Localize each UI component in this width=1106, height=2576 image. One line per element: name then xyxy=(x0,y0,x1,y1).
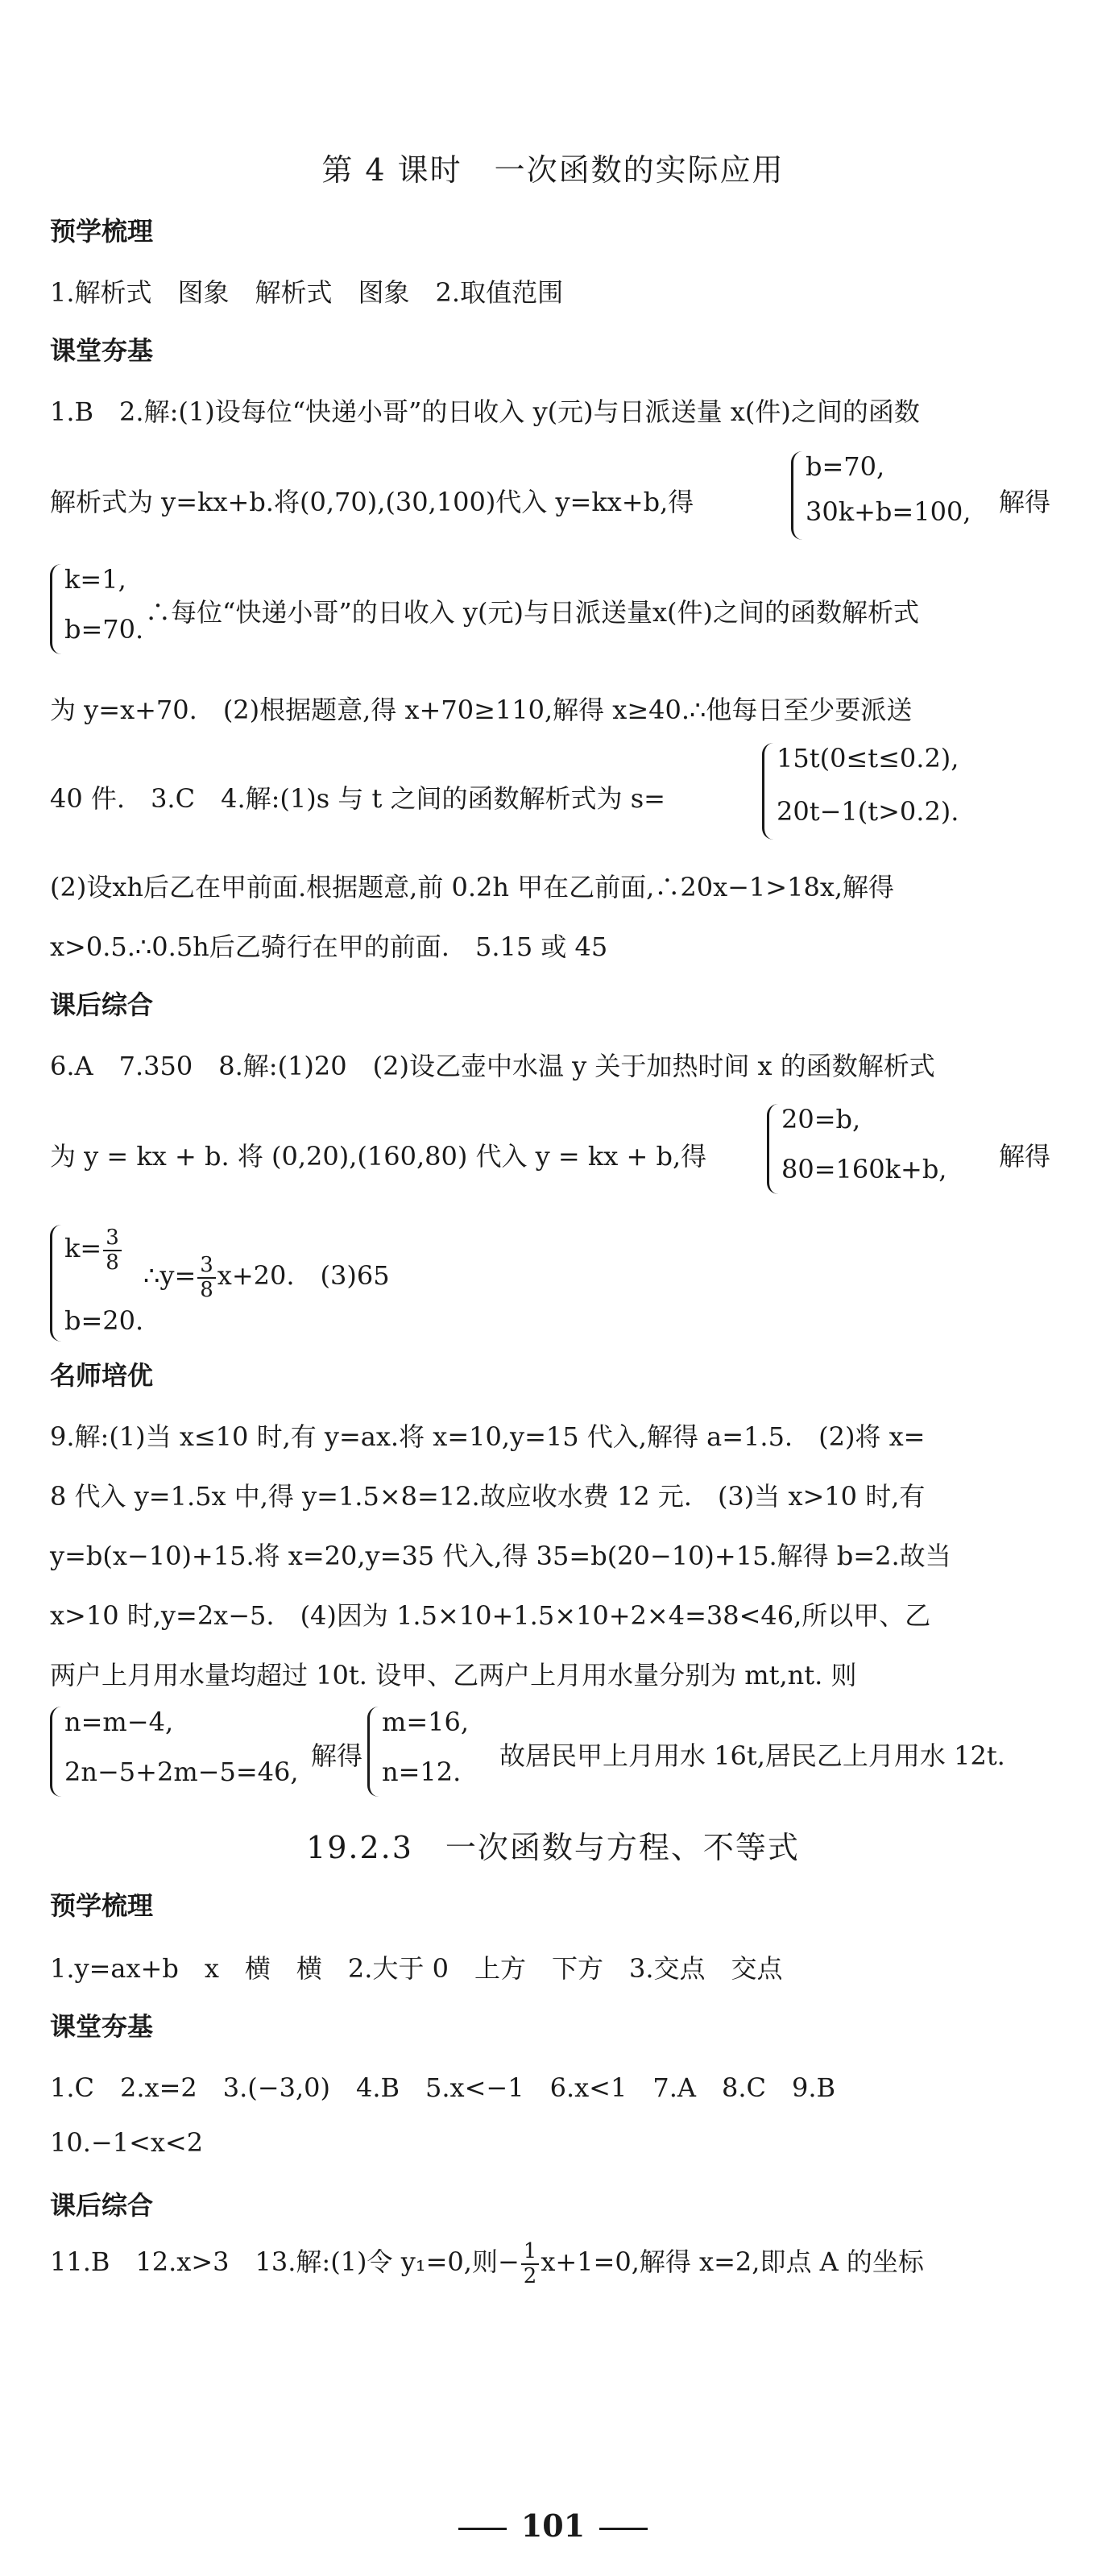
answer-line: 40 件. 3.C 4.解:(1)s 与 t 之间的函数解析式为 s= xyxy=(50,783,665,814)
answer-line: 解析式为 y=kx+b.将(0,70),(30,100)代入 y=kx+b,得 xyxy=(50,487,694,517)
equation-system: b=70, 30k+b=100, xyxy=(791,451,1033,540)
equation-system: k= $\frac{3}{8}$ b=20. xyxy=(50,1225,171,1342)
answer-line: x>10 时,y=2x−5. (4)因为 1.5×10+1.5×10+2×4=38<46,所以甲、乙 xyxy=(50,1600,931,1631)
answer-line: 11.B 12.x>3 13.解:(1)令 y₁=0,则− $\frac{1}{2}$ x+1=0,解得 x=2,即点 A 的坐标 xyxy=(50,2239,924,2288)
equation-system: k=1, b=70. xyxy=(50,564,163,654)
answer-line: ∴每位“快递小哥”的日收入 y(元)与日派送量x(件)之间的函数解析式 xyxy=(145,597,919,628)
answer-line: 9.解:(1)当 x≤10 时,有 y=ax.将 x=10,y=15 代入,解得 a=1.5. (2)将 x= xyxy=(50,1421,926,1452)
lesson-title: 第 4 课时 一次函数的实际应用 xyxy=(321,152,785,188)
answer-line: 解得 xyxy=(999,487,1051,517)
answer-line: y=b(x−10)+15.将 x=20,y=35 代入,得 35=b(20−10)+15.解得 b=2.故当 xyxy=(50,1541,951,1571)
answer-line: 8 代入 y=1.5x 中,得 y=1.5×8=12.故应收水费 12 元. (3)当 x>10 时,有 xyxy=(50,1481,926,1512)
answer-line: 解得 xyxy=(311,1740,363,1771)
answer-line: x>0.5.∴0.5h后乙骑行在甲的前面. 5.15 或 45 xyxy=(50,931,608,962)
answer-line: ∴y= $\frac{3}{8}$ x+20. (3)65 xyxy=(143,1253,390,1302)
answer-line: 故居民甲上月用水 16t,居民乙上月用水 12t. xyxy=(499,1740,1005,1771)
section-heading-pre: 预学梳理 xyxy=(50,1890,154,1921)
answer-line: 1.解析式 图象 解析式 图象 2.取值范围 xyxy=(50,277,564,308)
answer-line: (2)设xh后乙在甲前面.根据题意,前 0.2h 甲在乙前面,∴20x−1>18x,解得 xyxy=(50,872,895,902)
section-heading-after: 课后综合 xyxy=(50,2190,154,2221)
answer-line: 两户上月用水量均超过 10t. 设甲、乙两户上月用水量分别为 mt,nt. 则 xyxy=(50,1660,857,1690)
equation-system: 20=b, 80=160k+b, xyxy=(767,1104,1009,1194)
answer-line: 1.B 2.解:(1)设每位“快递小哥”的日收入 y(元)与日派送量 x(件)之间的函数 xyxy=(50,396,920,427)
page-number: 101 xyxy=(0,2508,1106,2544)
lesson-title: 19.2.3 一次函数与方程、不等式 xyxy=(306,1830,800,1865)
answer-line: 解得 xyxy=(999,1141,1051,1172)
answer-line: 为 y = kx + b. 将 (0,20),(160,80) 代入 y = kx + b,得 xyxy=(50,1141,707,1172)
answer-line: 为 y=x+70. (2)根据题意,得 x+70≥110,解得 x≥40.∴他每日至少要派送 xyxy=(50,695,913,725)
answer-line: 1.C 2.x=2 3.(−3,0) 4.B 5.x<−1 6.x<1 7.A 8.C 9.B xyxy=(50,2072,836,2103)
equation-system: m=16, n=12. xyxy=(367,1707,488,1797)
answer-line: 10.−1<x<2 xyxy=(50,2127,204,2158)
section-heading-after: 课后综合 xyxy=(50,989,154,1020)
equation-system: 15t(0≤t≤0.2), 20t−1(t>0.2). xyxy=(762,743,1052,840)
answer-line: 6.A 7.350 8.解:(1)20 (2)设乙壶中水温 y 关于加热时间 x 的函数解析式 xyxy=(50,1051,935,1081)
section-heading-pre: 预学梳理 xyxy=(50,216,154,247)
section-heading-class: 课堂夯基 xyxy=(50,335,154,366)
equation-system: n=m−4, 2n−5+2m−5=46, xyxy=(50,1707,300,1797)
section-heading-master: 名师培优 xyxy=(50,1360,154,1391)
answer-line: 1.y=ax+b x 横 横 2.大于 0 上方 下方 3.交点 交点 xyxy=(50,1953,783,1984)
section-heading-class: 课堂夯基 xyxy=(50,2011,154,2042)
